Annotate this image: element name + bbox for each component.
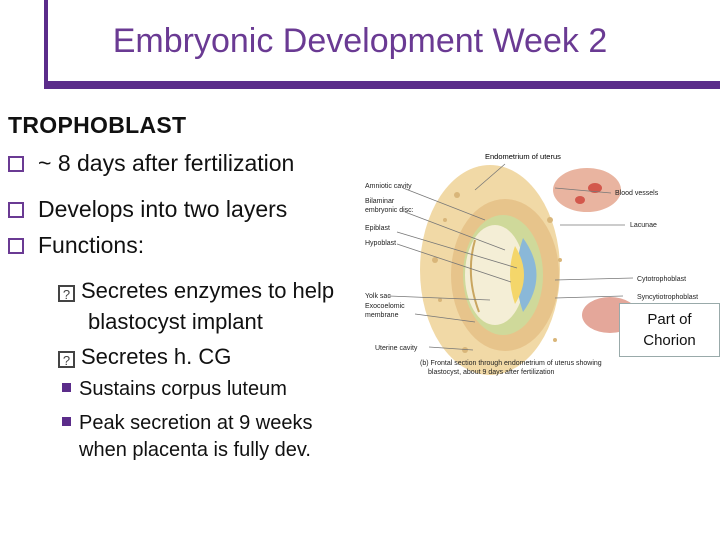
filled-square-bullet-icon bbox=[62, 417, 71, 426]
label-uterine-cavity: Uterine cavity bbox=[375, 345, 418, 352]
checkbox-bullet-icon: ? bbox=[58, 351, 75, 368]
hollow-square-bullet-icon bbox=[8, 156, 24, 172]
label-hypoblast: Hypoblast bbox=[365, 240, 397, 247]
sub-sub-bullet-item bbox=[62, 378, 287, 401]
label-epiblast: Epiblast bbox=[365, 225, 390, 232]
sub-bullet-item bbox=[58, 278, 334, 304]
bullet-item bbox=[8, 196, 287, 223]
sub-bullet-text: Secretes h. CG bbox=[81, 344, 232, 369]
bullet-text: Functions: bbox=[38, 232, 145, 258]
sub-sub-bullet-text: Peak secretion at 9 weeks bbox=[79, 412, 313, 434]
sub-sub-bullet-item bbox=[62, 412, 312, 435]
bullet-item bbox=[8, 232, 144, 259]
filled-square-bullet-icon bbox=[62, 383, 71, 392]
label-syncytiotrophoblast: Syncytiotrophoblast bbox=[637, 294, 699, 301]
label-yolk-sac: Yolk sac bbox=[365, 293, 391, 300]
label-exocoelomic: Exocoelomic bbox=[365, 303, 405, 310]
label-embryonic-disc: embryonic disc: bbox=[365, 207, 414, 214]
section-heading: TROPHOBLAST bbox=[8, 112, 187, 138]
hollow-square-bullet-icon bbox=[8, 202, 24, 218]
bullet-item bbox=[8, 150, 294, 177]
label-blood-vessels: Blood vessels bbox=[615, 190, 659, 197]
bullet-text: Develops into two layers bbox=[38, 196, 288, 222]
label-lacunae: Lacunae bbox=[630, 222, 657, 229]
chorion-callout: Part of Chorion bbox=[619, 303, 720, 357]
label-membrane: membrane bbox=[365, 312, 399, 319]
diagram-caption-line-1: (b) Frontal section through endometrium of uterus showing bbox=[420, 360, 602, 367]
label-endometrium: Endometrium of uterus bbox=[485, 152, 561, 161]
sub-sub-bullet-text: Sustains corpus luteum bbox=[79, 378, 287, 400]
label-cytotrophoblast: Cytotrophoblast bbox=[637, 276, 687, 283]
checkbox-bullet-icon: ? bbox=[58, 285, 75, 302]
sub-bullet-text: Secretes enzymes to help bbox=[81, 278, 335, 303]
label-amniotic-cavity: Amniotic cavity bbox=[365, 183, 412, 190]
sub-bullet-continuation: blastocyst implant bbox=[88, 309, 263, 334]
bullet-text: ~ 8 days after fertilization bbox=[38, 150, 295, 176]
hollow-square-bullet-icon bbox=[8, 238, 24, 254]
slide-title: Embryonic Development Week 2 bbox=[112, 22, 608, 60]
blood-vessels-region bbox=[553, 168, 621, 212]
sub-sub-bullet-continuation: when placenta is fully dev. bbox=[79, 439, 311, 461]
sub-bullet-item bbox=[58, 344, 231, 370]
diagram-caption-line-2: blastocyst, about 9 days after fertilization bbox=[428, 369, 555, 376]
title-accent-bar bbox=[44, 81, 720, 89]
label-bilaminar: Bilaminar bbox=[365, 198, 395, 205]
